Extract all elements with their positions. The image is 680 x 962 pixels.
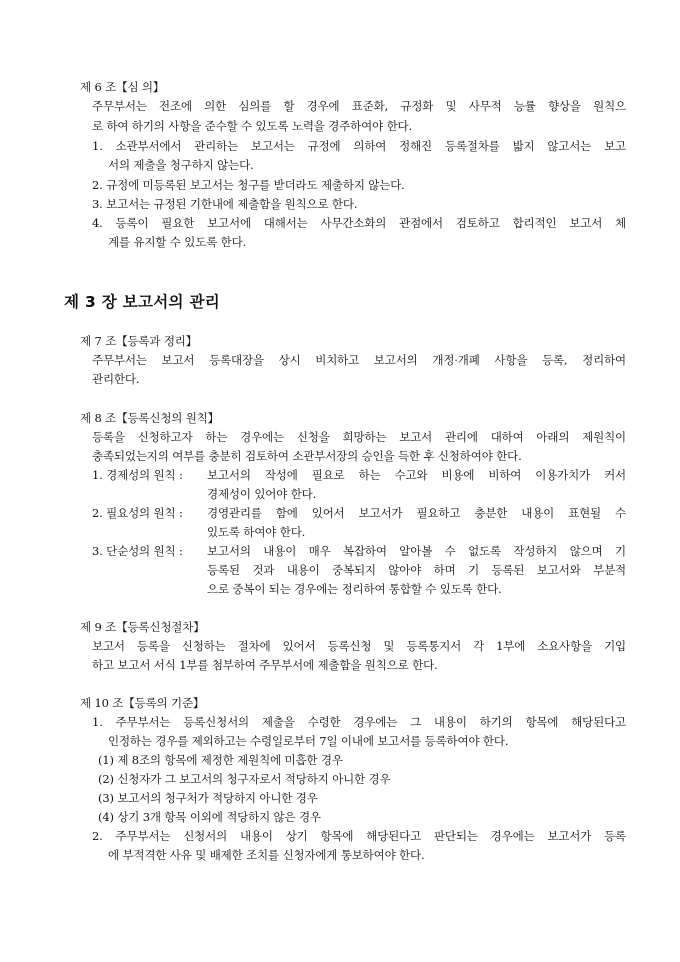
article-8-item-1-label: 1. 경제성의 원칙 : (92, 468, 183, 482)
article-8-item-1-line-2: 경제성이 있어야 한다. (207, 487, 317, 501)
article-10-item-1-line-2: 인정하는 경우를 제외하고는 수령일로부터 7일 이내에 보고서를 등록하여야 한다. (108, 734, 509, 748)
article-7-paragraph-line-2: 관리한다. (92, 372, 140, 386)
article-8-item-3-line-2: 등록된 것과 내용이 중복되지 않아야 하며 기 등록된 보고서와 부분적 (207, 563, 626, 577)
article-10-item-2-line-2: 에 부적격한 사유 및 배제한 조치를 신청자에게 통보하여야 한다. (108, 848, 425, 862)
article-7-heading: 제 7 조【등록과 정리】 (80, 334, 198, 348)
article-9-paragraph-line-1: 보고서 등록을 신청하는 절차에 있어서 등록신청 및 등록통지서 각 1부에 소요사항을 기입 (92, 639, 626, 653)
article-6-paragraph-line-1: 주무부서는 전조에 의한 심의를 할 경우에 표준화, 규정화 및 사무적 능률 향상을 원칙으 (92, 99, 626, 113)
article-6-item-1-line-2: 서의 제출을 청구하지 않는다. (108, 158, 254, 172)
article-8-item-1-line-1: 보고서의 작성에 필요로 하는 수고와 비용에 비하여 이용가치가 커서 (207, 468, 626, 482)
article-8-heading: 제 8 조【등록신청의 원칙】 (80, 411, 220, 425)
article-8-item-2-line-2: 있도록 하여야 한다. (207, 525, 306, 539)
article-10-subitem-4: (4) 상기 3개 항목 이외에 적당하지 않은 경우 (98, 810, 321, 824)
article-10-subitem-1: (1) 제 8조의 항목에 제정한 제원칙에 미흡한 경우 (98, 753, 343, 767)
article-9-paragraph-line-2: 하고 보고서 서식 1부를 첨부하여 주무부서에 제출함을 원칙으로 한다. (92, 658, 438, 672)
article-8-item-3-line-1: 보고서의 내용이 매우 복잡하여 알아볼 수 없도록 작성하지 않으며 기 (207, 544, 626, 558)
article-6-heading: 제 6 조【심 의】 (80, 80, 165, 94)
article-6-item-1-line-1: 1. 소관부서에서 관리하는 보고서는 규정에 의하여 정해진 등록절차를 밟지 않고서는 보고 (92, 139, 626, 153)
article-8-item-3-line-3: 으로 중복이 되는 경우에는 정리하여 통합할 수 있도록 한다. (207, 582, 502, 596)
article-9-heading: 제 9 조【등록신청절차】 (80, 620, 205, 634)
article-10-subitem-3: (3) 보고서의 청구처가 적당하지 아니한 경우 (98, 791, 318, 805)
article-10-item-2-line-1: 2. 주무부서는 신청서의 내용이 상기 항목에 해당된다고 판단되는 경우에는 보고서가 등록 (92, 829, 626, 843)
article-8-item-2-line-1: 경영관리를 함에 있어서 보고서가 필요하고 충분한 내용이 표현될 수 (207, 506, 626, 520)
article-7-paragraph-line-1: 주무부서는 보고서 등록대장을 상시 비치하고 보고서의 개정·개폐 사항을 등록, 정리하여 (92, 353, 626, 367)
article-8-paragraph-line-1: 등록을 신청하고자 하는 경우에는 신청을 희망하는 보고서 관리에 대하여 아래의 제원칙이 (92, 430, 626, 444)
article-8-item-2-label: 2. 필요성의 원칙 : (92, 506, 183, 520)
article-6-item-3: 3. 보고서는 규정된 기한내에 제출함을 원칙으로 한다. (92, 197, 358, 211)
article-6-item-2: 2. 규정에 미등록된 보고서는 청구를 받더라도 제출하지 않는다. (92, 178, 405, 192)
article-8-paragraph-line-2: 충족되었는지의 여부를 충분히 검토하여 소관부서장의 승인을 득한 후 신청하여야 한다. (92, 449, 522, 463)
article-10-heading: 제 10 조【등록의 기준】 (80, 696, 205, 710)
article-10-item-1-line-1: 1. 주무부서는 등록신청서의 제출을 수령한 경우에는 그 내용이 하기의 항목에 해당된다고 (92, 715, 626, 729)
article-6-item-4-line-2: 계를 유지할 수 있도록 한다. (108, 235, 247, 249)
article-10-subitem-2: (2) 신청자가 그 보고서의 청구자로서 적당하지 아니한 경우 (98, 772, 391, 786)
article-8-item-3-label: 3. 단순성의 원칙 : (92, 544, 183, 558)
article-6-paragraph-line-2: 로 하여 하기의 사항을 준수할 수 있도록 노력을 경주하여야 한다. (92, 119, 412, 133)
chapter-3-title: 제 3 장 보고서의 관리 (64, 293, 221, 311)
article-6-item-4-line-1: 4. 등록이 필요한 보고서에 대해서는 사무간소화의 관점에서 검토하고 합리적인 보고서 체 (92, 216, 626, 230)
